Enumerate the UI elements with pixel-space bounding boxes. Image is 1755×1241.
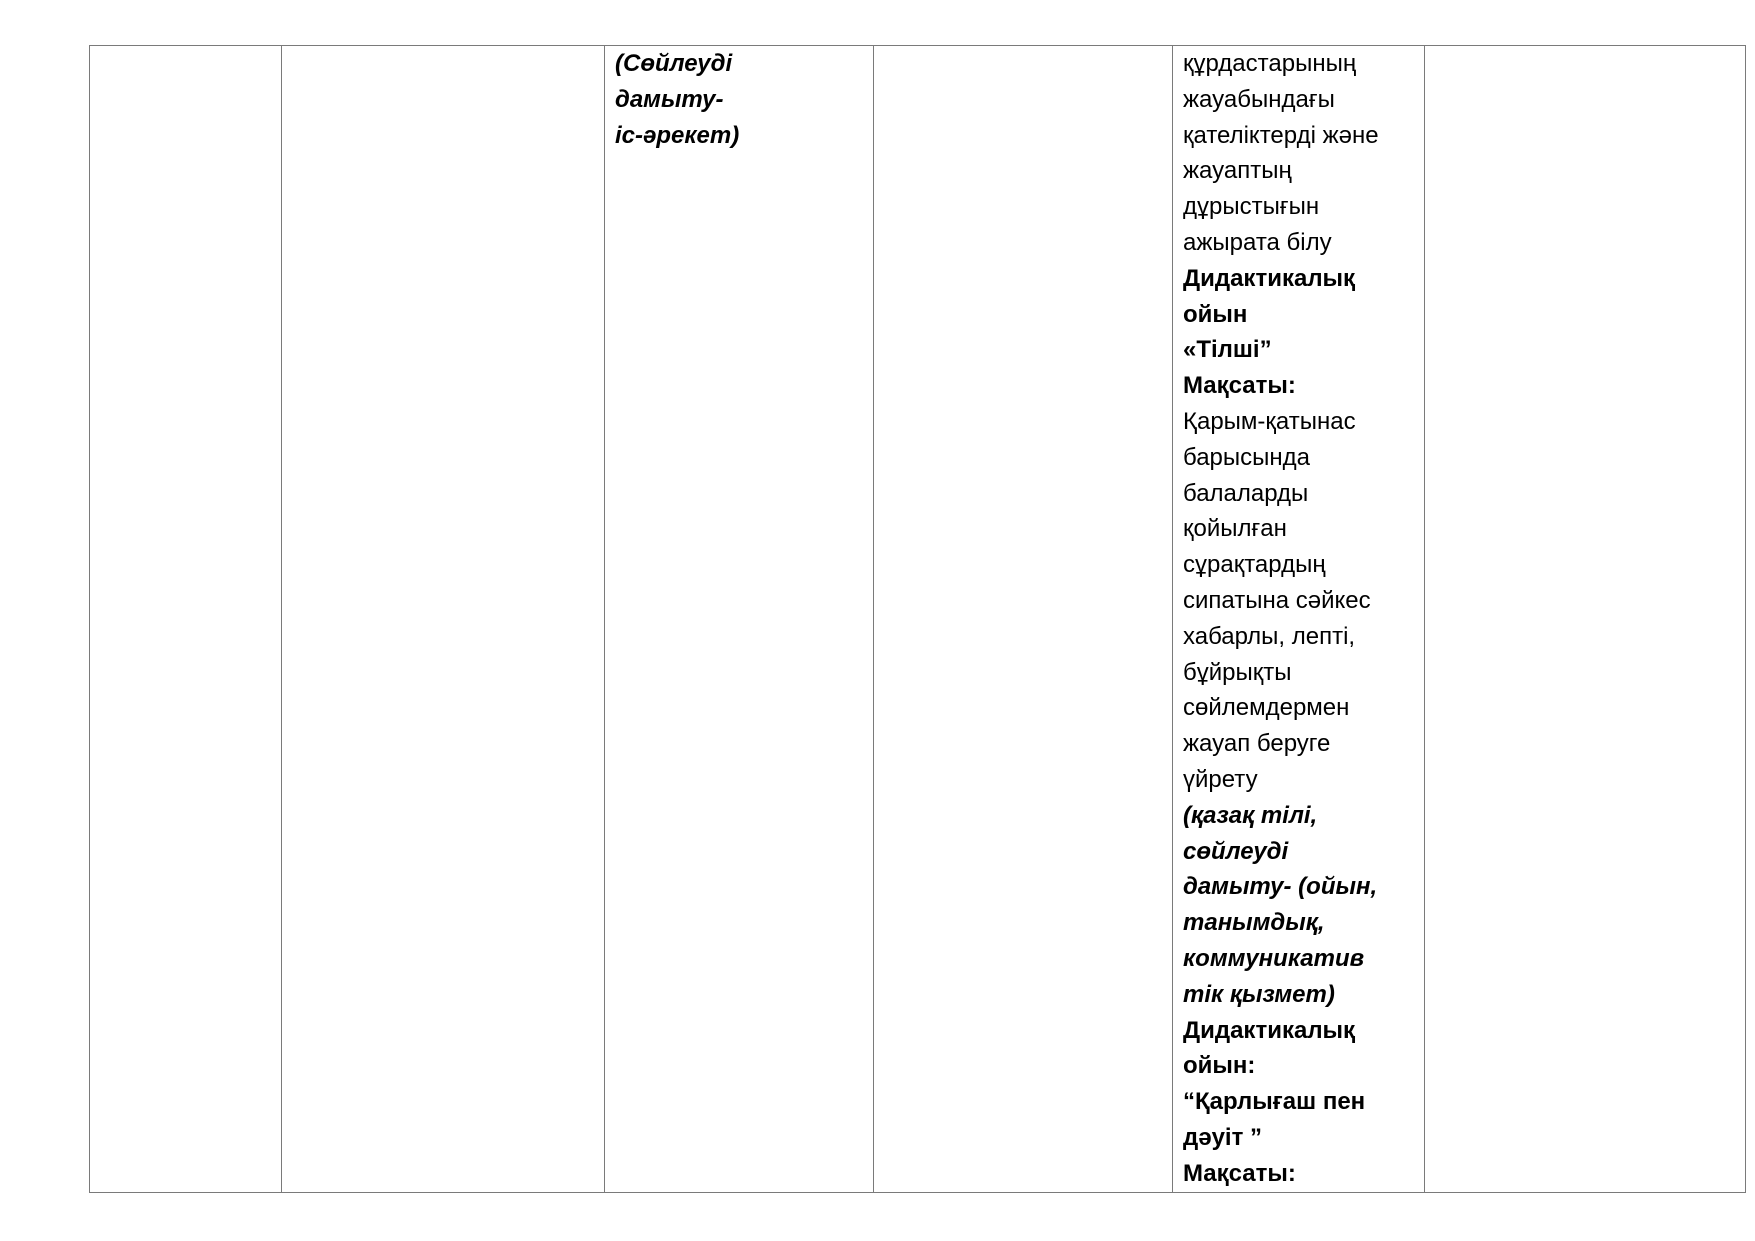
table-cell-4	[874, 46, 1173, 1193]
text-line: үйрету	[1183, 765, 1258, 793]
text-line: бұйрықты	[1183, 658, 1292, 686]
text-line: Мақсаты:	[1183, 1159, 1296, 1187]
text-line: ажырата білу	[1183, 228, 1332, 256]
text-line: сөйлеуді	[1183, 837, 1289, 865]
text-line: танымдық,	[1183, 909, 1325, 937]
text-line: жауап беруге	[1183, 730, 1331, 758]
table-cell-6	[1425, 46, 1746, 1193]
text-line: дәуіт ”	[1183, 1123, 1263, 1151]
text-line: балаларды	[1183, 479, 1309, 507]
text-line: Мақсаты:	[1183, 372, 1296, 400]
table-cell-1	[90, 46, 282, 1193]
text-line: Қарым-қатынас	[1183, 407, 1356, 435]
table-cell-3	[605, 46, 874, 1193]
text-line: “Қарлығаш пен	[1183, 1088, 1366, 1116]
text-line: барысында	[1183, 443, 1310, 471]
table-row	[90, 46, 1746, 1193]
text-line: хабарлы, лепті,	[1183, 622, 1356, 650]
text-line: коммуникатив	[1183, 944, 1365, 972]
text-line: дамыту- (ойын,	[1183, 873, 1378, 901]
text-line: Дидактикалық	[1183, 1016, 1356, 1044]
text-line: іс-әрекет)	[615, 121, 740, 149]
table-cell-5	[1173, 46, 1425, 1193]
text-line: сөйлемдермен	[1183, 694, 1350, 722]
text-line: қойылған	[1183, 515, 1287, 543]
text-line: дұрыстығын	[1183, 193, 1320, 221]
text-line: сипатына сәйкес	[1183, 586, 1371, 614]
text-line: дамыту-	[615, 85, 724, 113]
text-line: жауабындағы	[1183, 85, 1335, 113]
text-line: тік қызмет)	[1183, 980, 1335, 1008]
text-line: «Тілші”	[1183, 336, 1272, 364]
table-cell-2	[282, 46, 605, 1193]
text-line: (қазақ тілі,	[1183, 801, 1318, 829]
text-line: құрдастарының	[1183, 50, 1357, 77]
text-line: Дидактикалық	[1183, 264, 1356, 292]
text-line: (Сөйлеуді	[615, 50, 733, 77]
text-line: сұрақтардың	[1183, 551, 1326, 579]
text-line: ойын:	[1183, 1052, 1256, 1080]
plan-table	[89, 45, 1746, 1193]
text-line: ойын	[1183, 300, 1248, 328]
activity-area-text	[605, 46, 873, 153]
text-line: жауаптың	[1183, 157, 1292, 185]
activity-description-text	[1173, 46, 1424, 1192]
text-line: қателіктерді және	[1183, 121, 1379, 149]
